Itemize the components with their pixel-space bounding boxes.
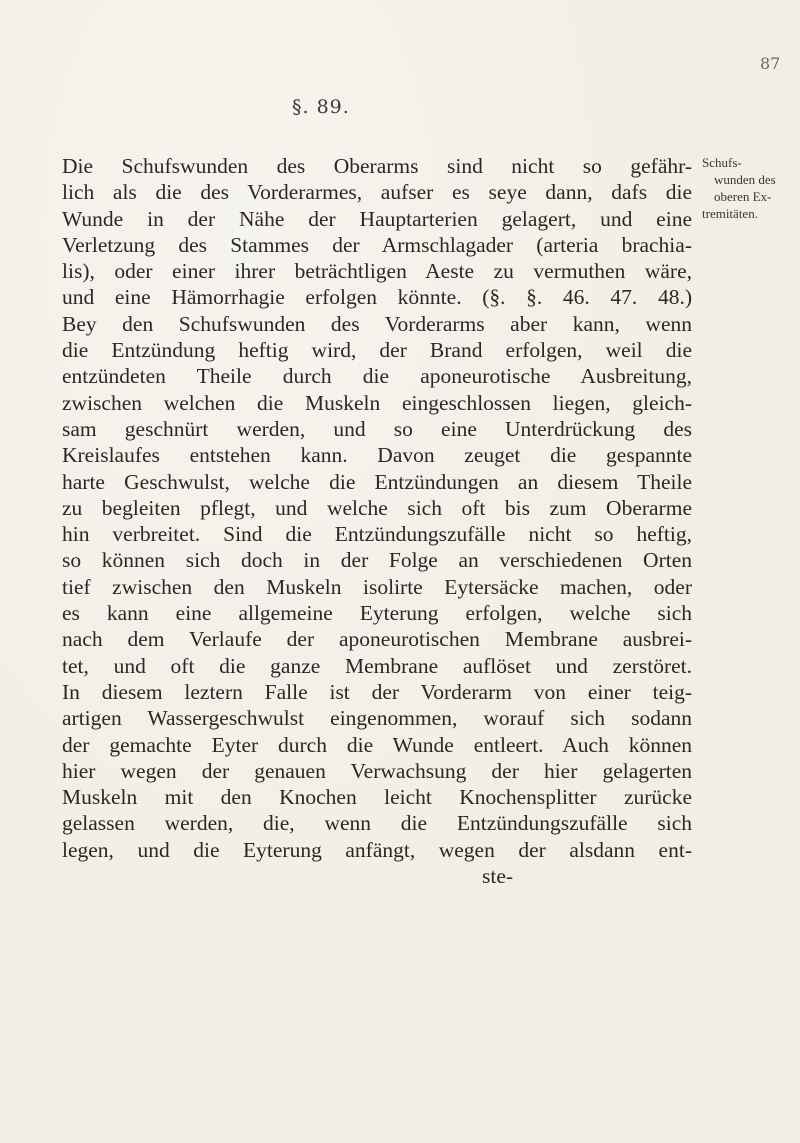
text-line: lis), oder einer ihrer beträchtligen Aeste zu vermuthen wäre, [62, 259, 692, 284]
text-line: Bey den Schufswunden des Vorderarms aber kann, wenn [62, 311, 692, 336]
text-line: legen, und die Eyterung anfängt, wegen der alsdann ent- [62, 837, 692, 862]
page-number: 87 [760, 54, 781, 73]
text-line: die Entzündung heftig wird, der Brand erfolgen, weil die [62, 338, 692, 363]
margin-note-line: tremitäten. [702, 206, 758, 221]
text-line: In diesem leztern Falle ist der Vorderarm von einer teig- [62, 679, 692, 704]
text-line: Kreislaufes entstehen kann. Davon zeuget die gespannte [62, 443, 692, 468]
text-line: artigen Wassergeschwulst eingenommen, worauf sich sodann [62, 706, 692, 731]
text-line: der gemachte Eyter durch die Wunde entleert. Auch können [62, 732, 692, 757]
margin-note [702, 154, 792, 222]
margin-note-line: wunden des [714, 172, 776, 187]
text-line: und eine Hämorrhagie erfolgen könnte. (§. §. 46. 47. 48.) [62, 285, 692, 310]
text-line: zu begleiten pflegt, und welche sich oft bis zum Oberarme [62, 495, 692, 520]
body-paragraph [62, 153, 692, 889]
text-line: so können sich doch in der Folge an verschiedenen Orten [62, 548, 692, 573]
section-heading: §. 89. [292, 96, 350, 118]
text-line: Muskeln mit den Knochen leicht Knochensplitter zurücke [62, 785, 692, 810]
text-line: nach dem Verlaufe der aponeurotischen Membrane ausbrei- [62, 627, 692, 652]
text-line: es kann eine allgemeine Eyterung erfolgen, welche sich [62, 601, 692, 626]
text-line: gelassen werden, die, wenn die Entzündungszufälle sich [62, 811, 692, 836]
margin-note-line: oberen Ex- [714, 189, 772, 204]
text-line: zwischen welchen die Muskeln eingeschlossen liegen, gleich- [62, 390, 692, 415]
text-line: Wunde in der Nähe der Hauptarterien gelagert, und eine [62, 206, 692, 231]
text-line: sam geschnürt werden, und so eine Unterdrückung des [62, 416, 692, 441]
margin-note-line: Schufs- [702, 155, 742, 170]
text-line: hin verbreitet. Sind die Entzündungszufälle nicht so heftig, [62, 522, 692, 547]
text-line: tet, und oft die ganze Membrane auflöset und zerstöret. [62, 653, 692, 678]
text-line: hier wegen der genauen Verwachsung der hier gelagerten [62, 758, 692, 783]
text-line: entzündeten Theile durch die aponeurotische Ausbreitung, [62, 364, 692, 389]
catchword: ste- [482, 864, 514, 889]
text-line: tief zwischen den Muskeln isolirte Eytersäcke machen, oder [62, 574, 692, 599]
text-line: Verletzung des Stammes der Armschlagader (arteria brachia- [62, 232, 692, 257]
text-line: harte Geschwulst, welche die Entzündungen an diesem Theile [62, 469, 692, 494]
text-line: lich als die des Vorderarmes, aufser es seye dann, dafs die [62, 180, 692, 205]
text-line: Die Schufswunden des Oberarms sind nicht so gefähr- [62, 154, 692, 178]
